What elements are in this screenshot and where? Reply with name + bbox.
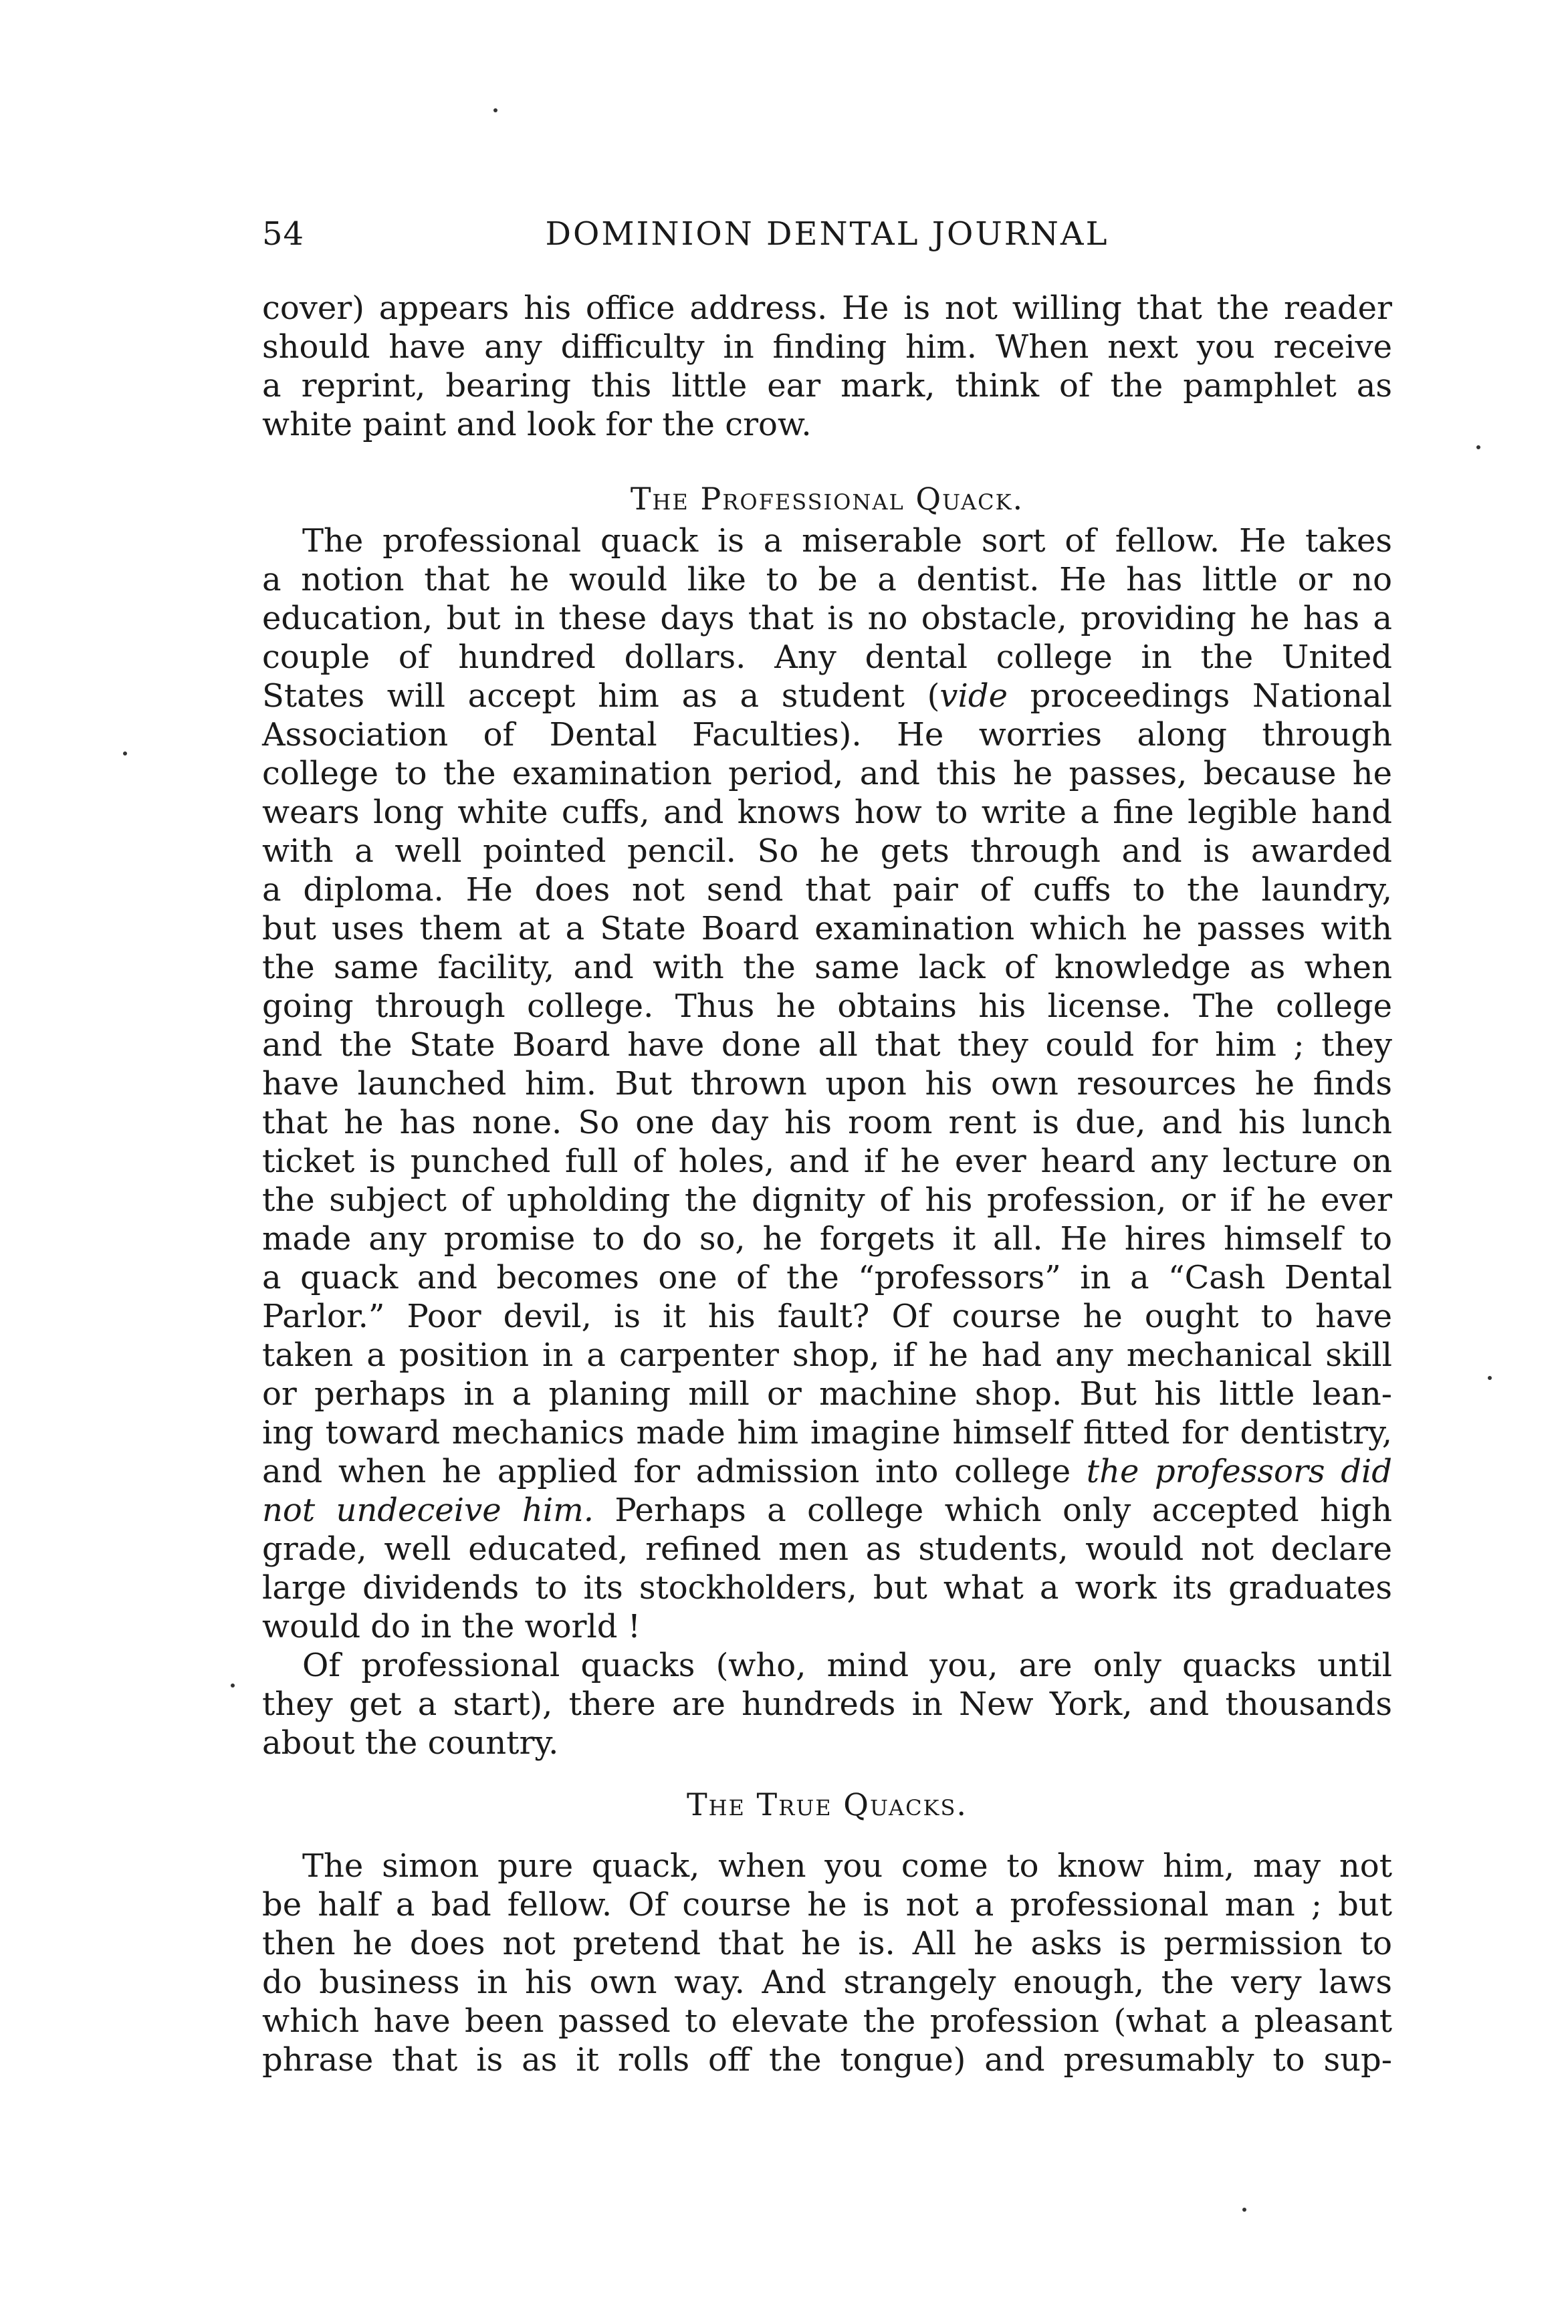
text-line: Of professional quacks (who, mind you, are only quacks until xyxy=(302,1647,1392,1684)
text-line: they get a start), there are hundreds in New York, and thousands xyxy=(262,1686,1392,1723)
text-line: or perhaps in a planing mill or machine shop. But his little lean- xyxy=(262,1375,1392,1413)
text-line: education, but in these days that is no obstacle, providing he has a xyxy=(262,600,1392,637)
text-line: Parlor.” Poor devil, is it his fault? Of course he ought to have xyxy=(262,1298,1392,1335)
text-line: large dividends to its stockholders, but what a work its graduates xyxy=(262,1569,1392,1607)
text-fragment: proceedings National xyxy=(1007,677,1392,715)
scan-speck xyxy=(1488,1376,1492,1380)
text-line: going through college. Thus he obtains his license. The college xyxy=(262,987,1392,1025)
text-line: The simon pure quack, when you come to know him, may not xyxy=(302,1847,1392,1885)
text-line: have launched him. But thrown upon his own resources he finds xyxy=(262,1065,1392,1102)
text-line: cover) appears his office address. He is not willing that the reader xyxy=(262,289,1392,327)
section-heading-true-quacks: The True Quacks. xyxy=(686,1786,968,1823)
scan-speck xyxy=(123,751,127,756)
text-line: about the country. xyxy=(262,1724,559,1762)
text-line: do business in his own way. And strangely enough, the very laws xyxy=(262,1964,1392,2001)
text-line: a reprint, bearing this little ear mark, think of the pamphlet as xyxy=(262,367,1392,404)
text-line: the subject of upholding the dignity of his profession, or if he ever xyxy=(262,1181,1392,1219)
text-line: a diploma. He does not send that pair of cuffs to the laundry, xyxy=(262,871,1392,909)
text-line: made any promise to do so, he forgets it all. He hires himself to xyxy=(262,1220,1392,1258)
text-line: a quack and becomes one of the “professors” in a “Cash Dental xyxy=(262,1259,1392,1296)
italic-fragment: not undeceive him. xyxy=(262,1492,594,1529)
text-line: couple of hundred dollars. Any dental college in the United xyxy=(262,638,1392,676)
true-quacks-section xyxy=(262,1847,1392,2079)
text-line: phrase that is as it rolls off the tongue) and presumably to sup- xyxy=(262,2041,1392,2079)
text-line: then he does not pretend that he is. All he asks is permission to xyxy=(262,1925,1392,1962)
text-line: ticket is punched full of holes, and if he ever heard any lecture on xyxy=(262,1143,1392,1180)
italic-fragment: vide xyxy=(939,677,1008,715)
text-line: ing toward mechanics made him imagine himself fitted for dentistry, xyxy=(262,1414,1392,1451)
text-line: wears long white cuffs, and knows how to write a fine legible hand xyxy=(262,794,1392,831)
text-line: which have been passed to elevate the profession (what a pleasant xyxy=(262,2002,1392,2040)
scan-speck xyxy=(1476,445,1480,449)
text-line: should have any difficulty in finding him. When next you receive xyxy=(262,328,1392,366)
professional-quack-section xyxy=(262,521,1392,1762)
text-fragment: and when he applied for admission into college xyxy=(262,1453,1087,1490)
continued-paragraph xyxy=(262,289,1392,444)
section-heading-professional-quack: The Professional Quack. xyxy=(630,481,1024,517)
text-line: white paint and look for the crow. xyxy=(262,406,812,443)
text-line: with a well pointed pencil. So he gets through and is awarded xyxy=(262,832,1392,870)
text-line: that he has none. So one day his room rent is due, and his lunch xyxy=(262,1104,1392,1141)
running-title: DOMINION DENTAL JOURNAL xyxy=(545,215,1109,253)
text-line: The professional quack is a miserable sort of fellow. He takes xyxy=(302,522,1392,560)
text-line xyxy=(262,1452,1392,1491)
scan-speck xyxy=(1242,2208,1246,2212)
text-line: be half a bad fellow. Of course he is not a professional man ; but xyxy=(262,1886,1392,1924)
italic-fragment: the professors did xyxy=(1086,1453,1392,1490)
text-line xyxy=(262,677,1392,715)
text-line: Association of Dental Faculties). He worries along through xyxy=(262,716,1392,753)
page-number: 54 xyxy=(262,215,305,253)
scan-speck xyxy=(493,108,497,112)
text-line: would do in the world ! xyxy=(262,1608,641,1645)
text-line: taken a position in a carpenter shop, if he had any mechanical skill xyxy=(262,1337,1392,1374)
text-line xyxy=(262,1491,1392,1530)
scan-speck xyxy=(231,1683,235,1688)
text-line: a notion that he would like to be a dentist. He has little or no xyxy=(262,561,1392,598)
text-fragment: States will accept him as a student ( xyxy=(262,677,940,715)
text-line: grade, well educated, refined men as students, would not declare xyxy=(262,1530,1392,1568)
page-header xyxy=(262,215,1392,262)
text-line: college to the examination period, and this he passes, because he xyxy=(262,755,1392,792)
text-line: but uses them at a State Board examination which he passes with xyxy=(262,910,1392,947)
text-line: and the State Board have done all that they could for him ; they xyxy=(262,1026,1392,1064)
text-line: the same facility, and with the same lack of knowledge as when xyxy=(262,949,1392,986)
text-fragment: Perhaps a college which only accepted high xyxy=(594,1492,1392,1529)
